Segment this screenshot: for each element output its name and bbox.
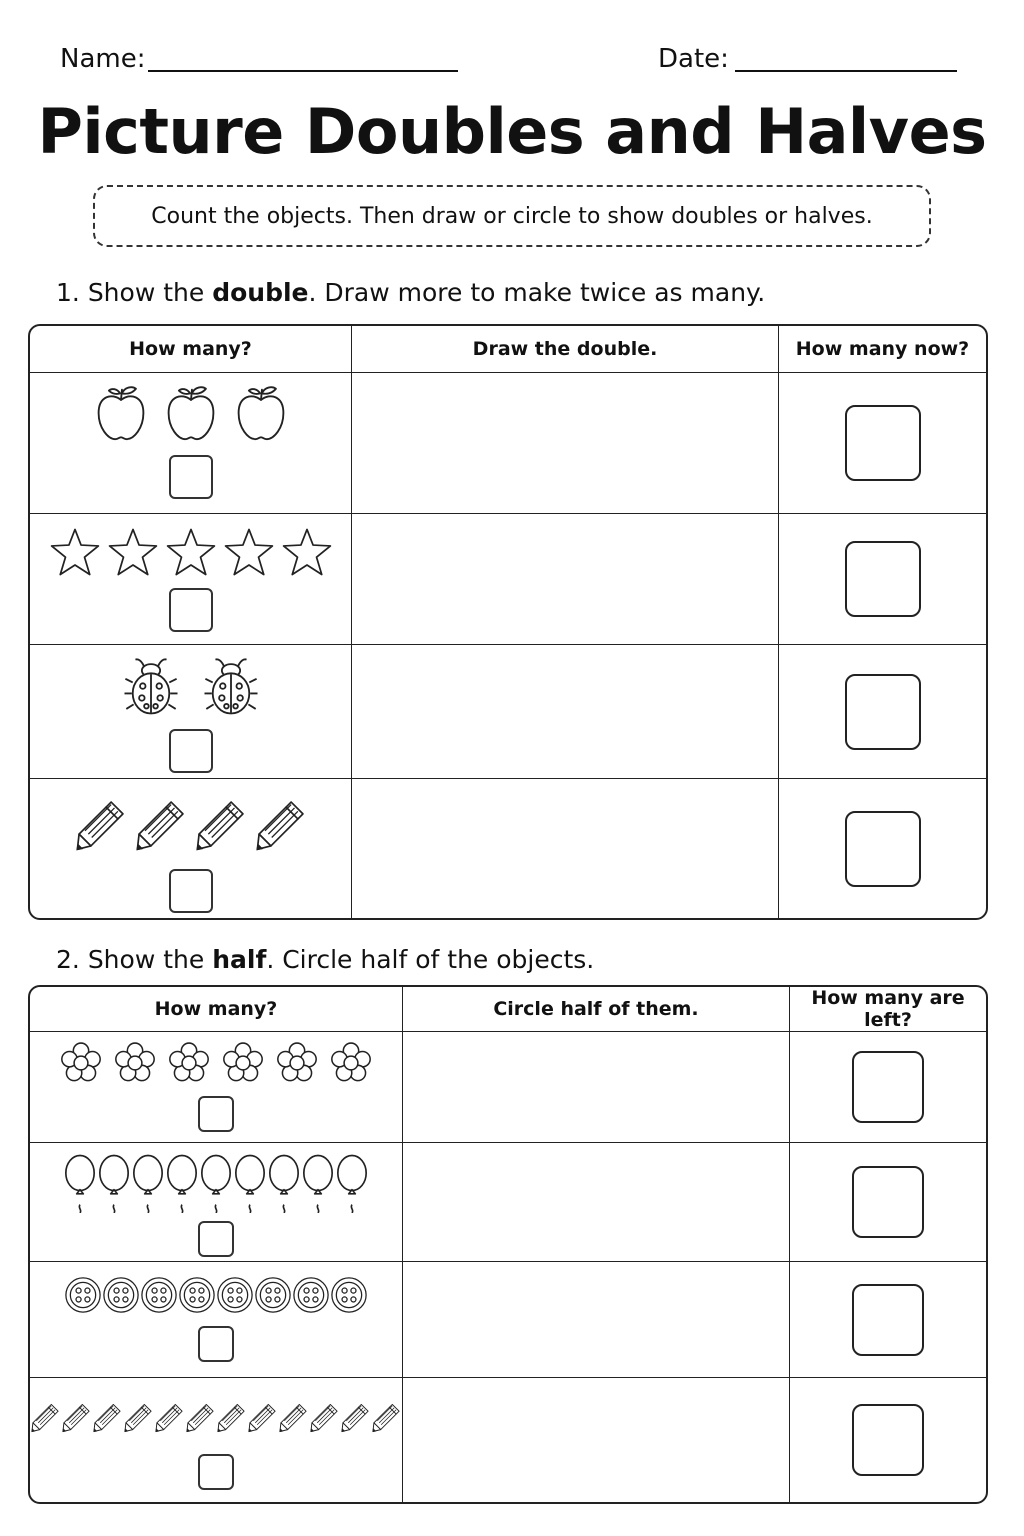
draw-area[interactable] (352, 373, 779, 514)
count-answer-box[interactable] (198, 1221, 234, 1257)
pencil-icon (194, 791, 248, 861)
pencil-icon (61, 1388, 92, 1450)
object-group (30, 1032, 402, 1090)
object-group (30, 373, 351, 447)
count-answer-box[interactable] (169, 588, 213, 632)
section1-number: 1. (56, 278, 80, 307)
pencil-icon (30, 1388, 61, 1450)
pencil-icon (74, 791, 128, 861)
answer-box[interactable] (845, 674, 921, 750)
answer-box[interactable] (852, 1284, 924, 1356)
star-icon (281, 526, 333, 582)
pencil-icon (154, 1388, 185, 1450)
apple-icon (93, 383, 149, 447)
draw-area[interactable] (352, 645, 779, 779)
star-icon (165, 526, 217, 582)
date-field[interactable] (735, 70, 957, 72)
section2-number: 2. (56, 945, 80, 974)
object-count-cell (30, 779, 352, 918)
answer-box[interactable] (852, 1404, 924, 1476)
table-row (30, 779, 986, 918)
answer-cell (790, 1262, 986, 1378)
col-header-how-many-left: How many are left? (790, 987, 986, 1032)
section1-post: . Draw more to make twice as many. (308, 278, 766, 307)
object-count-cell (30, 514, 352, 645)
draw-area[interactable] (352, 779, 779, 918)
flower-icon (220, 1040, 266, 1090)
circle-area[interactable] (403, 1032, 790, 1143)
table-row (30, 645, 986, 779)
page-title: Picture Doubles and Halves (37, 95, 987, 168)
answer-box[interactable] (845, 405, 921, 481)
button-icon (178, 1276, 216, 1318)
answer-cell (790, 1032, 986, 1143)
answer-cell (779, 645, 986, 779)
table-row (30, 373, 986, 514)
button-icon (102, 1276, 140, 1318)
balloon-icon (131, 1153, 165, 1217)
count-answer-box[interactable] (198, 1326, 234, 1362)
pencil-icon (371, 1388, 402, 1450)
star-icon (107, 526, 159, 582)
button-icon (216, 1276, 254, 1318)
col-header-circle-half: Circle half of them. (403, 987, 790, 1032)
table-row (30, 1262, 986, 1378)
table-row (30, 514, 986, 645)
balloon-icon (267, 1153, 301, 1217)
answer-cell (779, 779, 986, 918)
count-answer-box[interactable] (169, 869, 213, 913)
object-count-cell (30, 1262, 403, 1378)
pencil-icon (216, 1388, 247, 1450)
answer-cell (779, 514, 986, 645)
star-icon (223, 526, 275, 582)
ladybug-icon (121, 655, 181, 723)
table-row (30, 1378, 986, 1502)
circle-area[interactable] (403, 1143, 790, 1262)
object-count-cell (30, 1032, 403, 1143)
section1-pre: Show the (87, 278, 205, 307)
section1-keyword: double (212, 278, 309, 307)
circle-area[interactable] (403, 1378, 790, 1502)
balloon-icon (301, 1153, 335, 1217)
section2-post: . Circle half of the objects. (266, 945, 595, 974)
button-icon (292, 1276, 330, 1318)
flower-icon (112, 1040, 158, 1090)
instructions-box (93, 185, 931, 247)
draw-area[interactable] (352, 514, 779, 645)
balloon-icon (97, 1153, 131, 1217)
balloon-icon (335, 1153, 369, 1217)
pencil-icon (247, 1388, 278, 1450)
count-answer-box[interactable] (169, 455, 213, 499)
flower-icon (166, 1040, 212, 1090)
col-header-how-many-now: How many now? (779, 326, 986, 373)
pencil-icon (254, 791, 308, 861)
count-answer-box[interactable] (169, 729, 213, 773)
object-group (30, 1143, 402, 1217)
section1-heading (56, 278, 765, 307)
answer-box[interactable] (852, 1166, 924, 1238)
flower-icon (58, 1040, 104, 1090)
object-count-cell (30, 1143, 403, 1262)
col-header-how-many: How many? (30, 326, 352, 373)
object-group (30, 779, 351, 861)
section2-pre: Show the (87, 945, 205, 974)
half-table (28, 985, 988, 1504)
circle-area[interactable] (403, 1262, 790, 1378)
count-answer-box[interactable] (198, 1096, 234, 1132)
object-group (30, 1378, 402, 1450)
answer-box[interactable] (852, 1051, 924, 1123)
balloon-icon (63, 1153, 97, 1217)
col-header-draw-double: Draw the double. (352, 326, 779, 373)
instructions-text: Count the objects. Then draw or circle to show doubles or halves. (151, 203, 873, 229)
object-group (30, 1262, 402, 1318)
flower-icon (328, 1040, 374, 1090)
apple-icon (233, 383, 289, 447)
object-group (30, 514, 351, 582)
balloon-icon (233, 1153, 267, 1217)
button-icon (64, 1276, 102, 1318)
col-header-how-many: How many? (30, 987, 403, 1032)
flower-icon (274, 1040, 320, 1090)
pencil-icon (134, 791, 188, 861)
pencil-icon (278, 1388, 309, 1450)
pencil-icon (185, 1388, 216, 1450)
section2-heading (56, 945, 594, 974)
balloon-icon (165, 1153, 199, 1217)
star-icon (49, 526, 101, 582)
apple-icon (163, 383, 219, 447)
answer-box[interactable] (845, 541, 921, 617)
answer-cell (790, 1143, 986, 1262)
button-icon (140, 1276, 178, 1318)
name-field[interactable] (148, 70, 458, 72)
pencil-icon (309, 1388, 340, 1450)
pencil-icon (92, 1388, 123, 1450)
object-group (30, 645, 351, 723)
answer-cell (779, 373, 986, 514)
button-icon (330, 1276, 368, 1318)
button-icon (254, 1276, 292, 1318)
section2-keyword: half (212, 945, 267, 974)
date-label: Date: (658, 44, 729, 74)
object-count-cell (30, 645, 352, 779)
table-row (30, 1143, 986, 1262)
table-row (30, 1032, 986, 1143)
object-count-cell (30, 1378, 403, 1502)
pencil-icon (123, 1388, 154, 1450)
answer-cell (790, 1378, 986, 1502)
name-label: Name: (60, 44, 146, 74)
count-answer-box[interactable] (198, 1454, 234, 1490)
balloon-icon (199, 1153, 233, 1217)
object-count-cell (30, 373, 352, 514)
pencil-icon (340, 1388, 371, 1450)
double-table (28, 324, 988, 920)
answer-box[interactable] (845, 811, 921, 887)
ladybug-icon (201, 655, 261, 723)
